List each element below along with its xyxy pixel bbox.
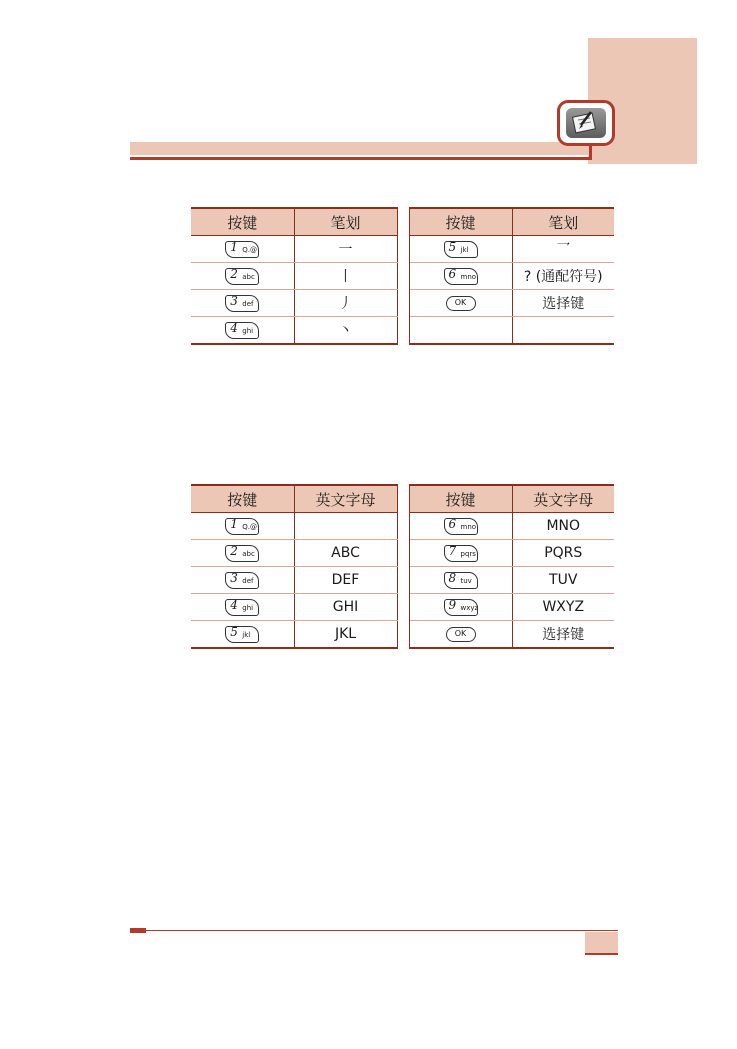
table-row — [191, 594, 614, 621]
header-cell: 英文字母 — [294, 485, 397, 513]
key-letters: wxyz — [460, 603, 479, 612]
key-letters: def — [242, 299, 254, 308]
value-cell: ABC — [294, 540, 397, 567]
ok-key-icon: OK — [446, 627, 476, 642]
header-cell: 按键 — [191, 485, 294, 513]
footer-rule — [130, 930, 618, 931]
page-number-box — [585, 932, 618, 954]
key-letters: ghi — [242, 603, 254, 612]
table-row — [191, 317, 614, 345]
key-number: 7 — [448, 543, 457, 558]
table-row — [191, 621, 614, 649]
key-number: 9 — [448, 597, 457, 612]
key-letters: mno — [460, 272, 477, 281]
chapter-badge — [557, 100, 615, 146]
value-cell: ? (通配符号) — [512, 263, 614, 290]
keypad-key-icon — [225, 626, 259, 643]
key-number: 3 — [230, 293, 238, 308]
keypad-key-icon — [444, 268, 478, 285]
value-cell: JKL — [294, 621, 397, 649]
key-letters: tuv — [460, 576, 472, 585]
keypad-key-icon — [225, 545, 259, 562]
key-letters: jkl — [460, 245, 469, 254]
key-cell — [191, 236, 294, 263]
value-cell: 丨 — [294, 263, 397, 290]
table-header-row — [191, 485, 614, 513]
key-number: 8 — [448, 570, 457, 585]
key-cell — [191, 594, 294, 621]
value-cell: 一 — [294, 236, 397, 263]
keypad-key-icon — [444, 599, 478, 616]
table-row — [191, 290, 614, 317]
key-letters: Q.@ — [242, 522, 257, 531]
value-cell: 丶 — [294, 317, 397, 345]
key-number: 2 — [230, 266, 238, 281]
keypad-key-icon — [225, 241, 259, 258]
key-cell — [409, 317, 512, 345]
keypad-key-icon — [444, 241, 478, 258]
keypad-key-icon — [225, 572, 259, 589]
key-cell — [191, 513, 294, 540]
keypad-key-icon — [444, 545, 478, 562]
key-letters: Q.@ — [242, 245, 257, 254]
key-letters: abc — [242, 272, 255, 281]
key-number: 3 — [230, 570, 238, 585]
value-cell: DEF — [294, 567, 397, 594]
table-header-row — [191, 208, 614, 236]
key-cell — [409, 513, 512, 540]
table-row — [191, 236, 614, 263]
memo-pen-icon — [569, 109, 603, 137]
keypad-key-icon — [444, 572, 478, 589]
key-letters: mno — [460, 522, 477, 531]
key-cell — [191, 621, 294, 649]
key-number: 4 — [230, 320, 238, 335]
key-number: 5 — [230, 624, 238, 639]
key-cell — [409, 621, 512, 649]
key-cell — [409, 567, 512, 594]
value-cell: TUV — [512, 567, 614, 594]
key-cell — [191, 317, 294, 345]
keypad-key-icon — [225, 599, 259, 616]
value-cell — [512, 317, 614, 345]
page-number-underline — [585, 953, 618, 955]
value-cell: WXYZ — [512, 594, 614, 621]
table-row — [191, 567, 614, 594]
value-cell: 选择键 — [512, 621, 614, 649]
key-letters: jkl — [242, 630, 251, 639]
key-number: 6 — [448, 516, 457, 531]
key-cell — [409, 594, 512, 621]
value-cell: 乛 — [512, 236, 614, 263]
key-number: 2 — [230, 543, 238, 558]
header-cell: 笔划 — [512, 208, 614, 236]
keypad-key-icon — [225, 295, 259, 312]
stroke-key-table — [191, 207, 614, 345]
key-cell — [191, 540, 294, 567]
header-cell: 按键 — [191, 208, 294, 236]
value-cell: 选择键 — [512, 290, 614, 317]
key-number: 6 — [448, 266, 457, 281]
key-number: 1 — [230, 516, 238, 531]
keypad-key-icon — [444, 518, 478, 535]
header-cell: 按键 — [409, 208, 512, 236]
key-cell — [409, 540, 512, 567]
letter-key-table — [191, 484, 614, 649]
header-rule — [130, 157, 592, 160]
value-cell: 丿 — [294, 290, 397, 317]
key-cell — [191, 263, 294, 290]
keypad-key-icon — [225, 268, 259, 285]
key-number: 5 — [448, 239, 457, 254]
key-letters: def — [242, 576, 254, 585]
value-cell — [294, 513, 397, 540]
key-cell — [409, 290, 512, 317]
footer-marker — [130, 928, 146, 933]
key-letters: ghi — [242, 326, 254, 335]
header-band — [130, 142, 588, 155]
key-number: 4 — [230, 597, 238, 612]
header-cell: 笔划 — [294, 208, 397, 236]
key-cell — [409, 263, 512, 290]
key-cell — [409, 236, 512, 263]
table-row — [191, 263, 614, 290]
keypad-key-icon — [225, 322, 259, 339]
header-cell: 英文字母 — [512, 485, 614, 513]
table-row — [191, 513, 614, 540]
header-cell: 按键 — [409, 485, 512, 513]
key-cell — [191, 567, 294, 594]
key-letters: abc — [242, 549, 255, 558]
key-cell — [191, 290, 294, 317]
key-number: 1 — [230, 239, 238, 254]
table-row — [191, 540, 614, 567]
value-cell: PQRS — [512, 540, 614, 567]
ok-key-icon: OK — [446, 296, 476, 311]
value-cell: MNO — [512, 513, 614, 540]
value-cell: GHI — [294, 594, 397, 621]
keypad-key-icon — [225, 518, 259, 535]
key-letters: pqrs — [460, 549, 476, 558]
